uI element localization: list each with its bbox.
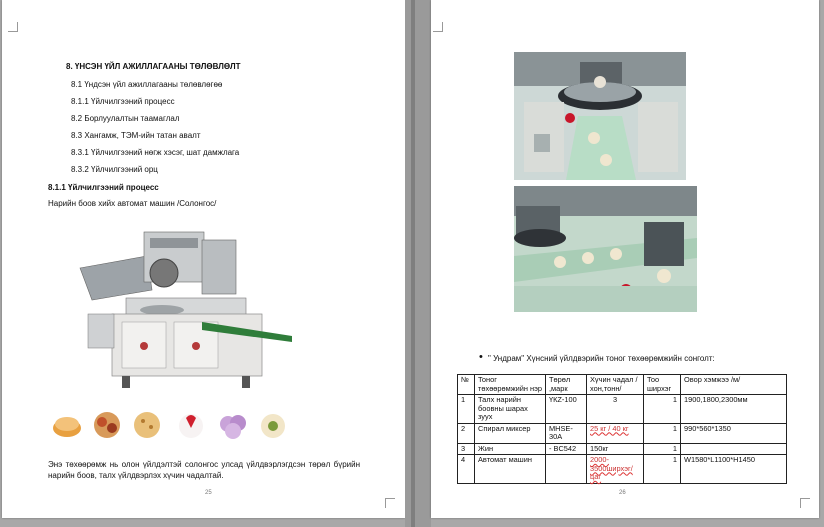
crop-mark — [8, 22, 18, 32]
crop-mark — [800, 498, 810, 508]
col-header: № — [458, 375, 475, 395]
table-cell: 990*560*1350 — [681, 423, 787, 443]
toc-item: 8.1 Үндсэн үйл ажиллагааны төлөвлөгөө — [71, 80, 223, 89]
table-cell: 1 — [644, 395, 681, 424]
strawberry-mochi-icon — [176, 410, 206, 440]
toc-item: 8.3 Хангамж, ТЭМ-ийн татан авалт — [71, 131, 201, 140]
table-cell: Автомат машин — [475, 455, 546, 484]
table-cell: W1580*L1100*H1450 — [681, 455, 787, 484]
page-gap — [405, 0, 431, 527]
table-header-row — [458, 375, 787, 395]
steamed-bun-icon — [258, 410, 288, 440]
machine-caption: Нарийн боов хийх автомат машин /Солонгос/ — [48, 199, 217, 208]
col-header: Овор хэмжээ /м/ — [681, 375, 787, 395]
table-cell — [546, 455, 587, 484]
table-cell: 1 — [644, 443, 681, 455]
table-cell: MHSE-30A — [546, 423, 587, 443]
table-cell: 150кг — [587, 443, 644, 455]
table-cell: 1 — [644, 423, 681, 443]
crop-mark — [433, 22, 443, 32]
toc-item: 8.3.2 Үйлчилгээний орц — [71, 165, 158, 174]
bullet-dot: • — [479, 351, 483, 363]
table-cell: Спирал миксер — [475, 423, 546, 443]
page-25 — [2, 0, 405, 518]
equipment-heading: " Ундрам" Хүнсний үйлдвэрийн тоног төхөөрөмжийн сонголт: — [488, 354, 715, 363]
table-cell: 2000-3500ширхэг/цаг — [587, 455, 644, 484]
subsection-title: 8.1.1 Үйлчилгээний процесс — [48, 183, 159, 192]
table-row — [458, 443, 787, 455]
table-row — [458, 395, 787, 424]
table-cell: 4 — [458, 455, 475, 484]
equipment-table — [457, 374, 787, 484]
table-cell: 3 — [587, 395, 644, 424]
table-cell: - BC542 — [546, 443, 587, 455]
table-cell: 2 — [458, 423, 475, 443]
section-title: 8. ҮНСЭН ҮЙЛ АЖИЛЛАГААНЫ ТӨЛӨВЛӨЛТ — [66, 62, 241, 71]
table-cell: Талх нарийн боовны шарах зуух — [475, 395, 546, 424]
table-cell: 3 — [458, 443, 475, 455]
page-number: 26 — [619, 490, 626, 496]
col-header: Хүчин чадал /хон,тонн/ — [587, 375, 644, 395]
table-cell: 1 — [644, 455, 681, 484]
col-header: Тоног төхөөрөмжийн нэр — [475, 375, 546, 395]
table-cell: 25 кг / 40 кг — [587, 423, 644, 443]
table-cell: ҮКZ-100 — [546, 395, 587, 424]
table-cell: 1 — [458, 395, 475, 424]
toc-item: 8.2 Борлуулалтын таамаглал — [71, 114, 180, 123]
table-cell: Жин — [475, 443, 546, 455]
machine-closeup-photo-2 — [514, 186, 697, 312]
crop-mark — [385, 498, 395, 508]
table-row — [458, 423, 787, 443]
table-cell — [681, 443, 787, 455]
toc-item: 8.1.1 Үйлчилгээний процесс — [71, 97, 175, 106]
table-cell: 1900,1800,2300мм — [681, 395, 787, 424]
pastry-machine-photo — [52, 218, 294, 398]
cookie-icon — [132, 410, 162, 440]
col-header: Тоо ширхэг — [644, 375, 681, 395]
pastry-icon — [92, 410, 122, 440]
toc-item: 8.3.1 Үйлчилгээний нөгж хэсэг, шат дамжлага — [71, 148, 240, 157]
col-header: Төрөл ,марк — [546, 375, 587, 395]
daifuku-icon — [218, 410, 248, 440]
bun-icon — [52, 410, 82, 440]
description-paragraph: Энэ төхөөрөмж нь олон үйлдэлтэй солонгос улсад үйлдвэрлэгдсэн төрөл бүрийн нарийн боов, талх үйлдвэрлэх хүчин чадалтай. — [48, 460, 360, 480]
machine-closeup-photo-1 — [514, 52, 686, 180]
table-row — [458, 455, 787, 484]
page-26 — [431, 0, 819, 518]
gap-bar — [411, 0, 415, 527]
page-number: 25 — [205, 490, 212, 496]
